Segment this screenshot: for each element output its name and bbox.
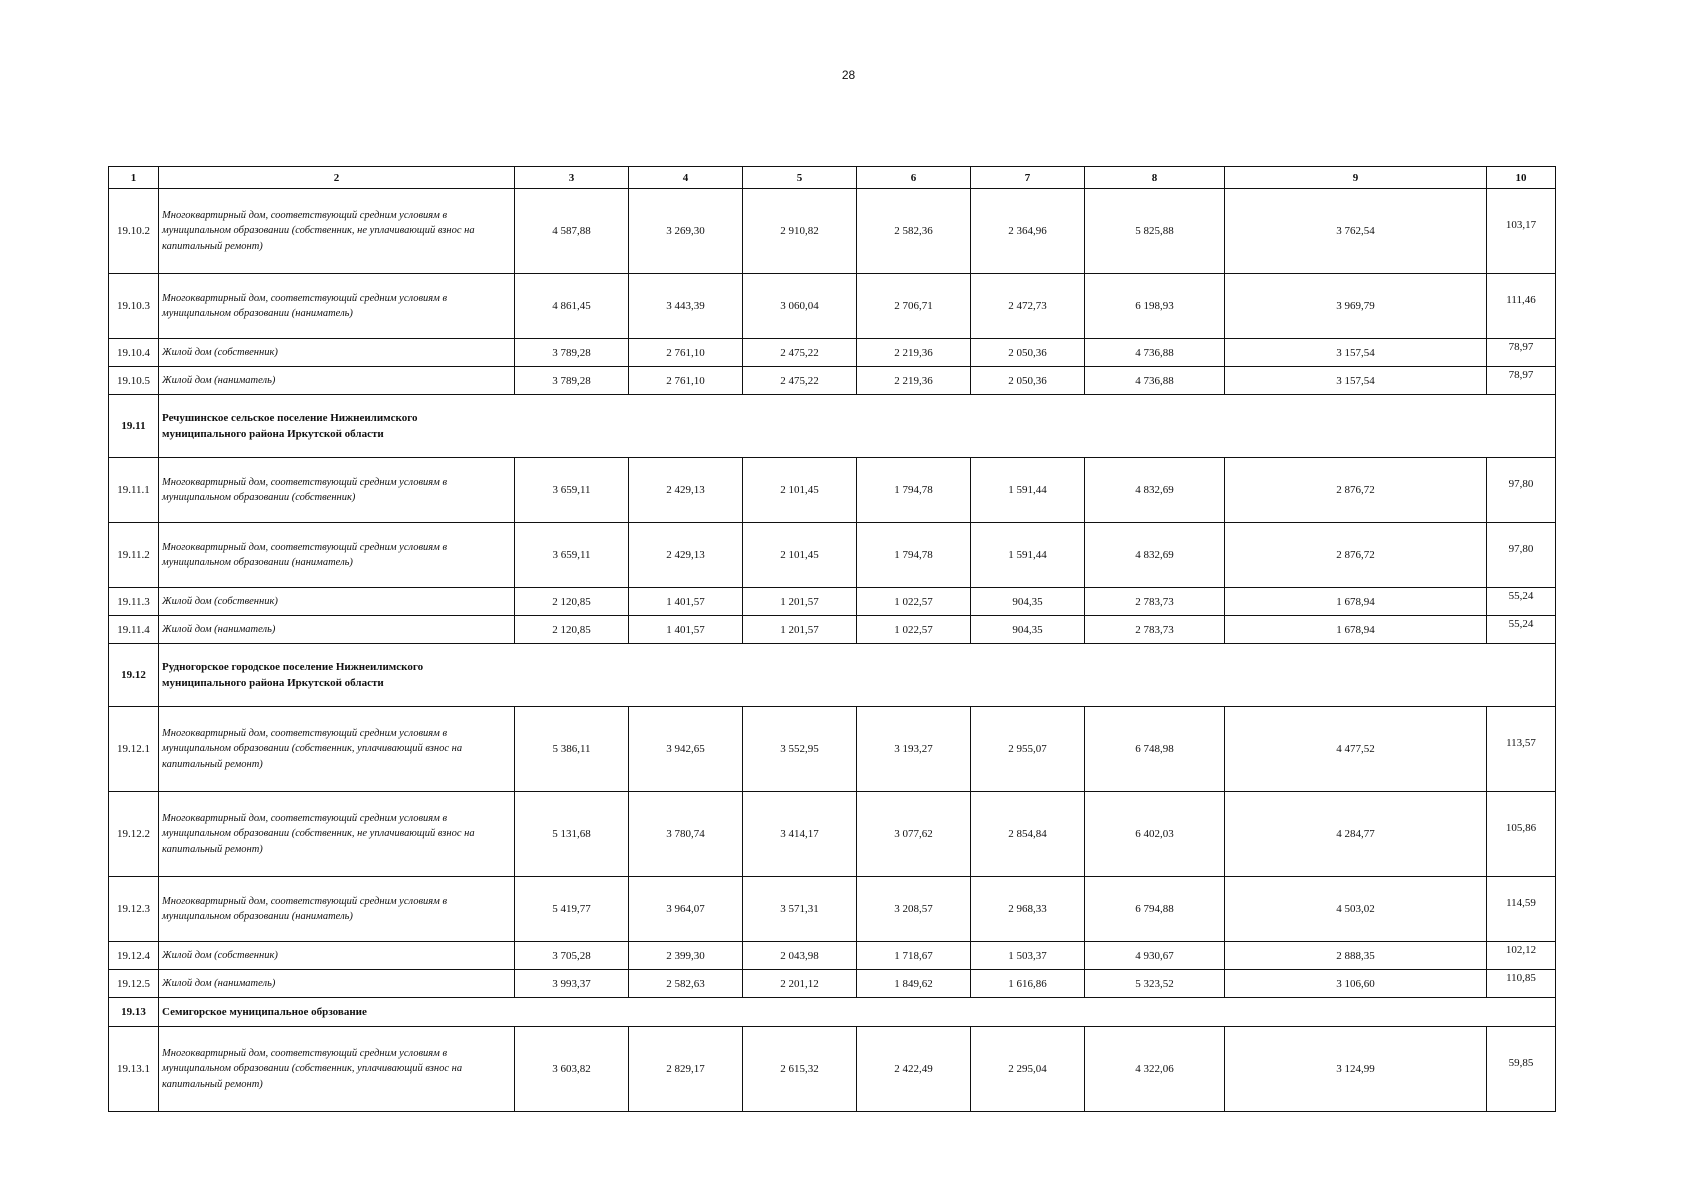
value-col-6: 2 219,36 [857, 339, 971, 367]
value-col-3: 3 789,28 [515, 367, 629, 395]
row-code: 19.12.4 [109, 942, 159, 970]
value-col-7: 2 854,84 [971, 792, 1085, 877]
value-col-9: 1 678,94 [1225, 616, 1487, 644]
value-col-8: 5 323,52 [1085, 970, 1225, 998]
value-col-10 [1487, 523, 1556, 588]
value-col-7: 1 503,37 [971, 942, 1085, 970]
value-col-10-text: 78,97 [1508, 368, 1534, 381]
value-col-10-text: 103,17 [1505, 219, 1537, 231]
value-col-3: 3 789,28 [515, 339, 629, 367]
value-col-5: 2 475,22 [743, 367, 857, 395]
value-col-3: 3 659,11 [515, 523, 629, 588]
row-description: Жилой дом (собственник) [159, 339, 515, 367]
section-title-cell [159, 644, 1556, 707]
value-col-4: 2 761,10 [629, 339, 743, 367]
header-row [109, 167, 1556, 189]
value-col-10-text: 59,85 [1508, 1057, 1534, 1069]
value-col-10 [1487, 367, 1556, 395]
section-title: Семигорское муниципальное обрзование [162, 1005, 367, 1018]
table-body [109, 189, 1556, 1112]
row-code: 19.10.3 [109, 274, 159, 339]
row-description: Многоквартирный дом, соответствующий средним условиям в муниципальном образовании (собственник, уплачивающий взнос на капитальный ремонт) [159, 707, 515, 792]
value-col-5: 2 615,32 [743, 1027, 857, 1112]
table-row [109, 523, 1556, 588]
value-col-6: 2 706,71 [857, 274, 971, 339]
value-col-10 [1487, 588, 1556, 616]
value-col-9: 4 477,52 [1225, 707, 1487, 792]
value-col-9: 3 157,54 [1225, 367, 1487, 395]
value-col-6: 3 193,27 [857, 707, 971, 792]
value-col-10 [1487, 707, 1556, 792]
value-col-10-text: 110,85 [1506, 971, 1536, 984]
value-col-10-text: 114,59 [1506, 897, 1536, 909]
row-description: Жилой дом (собственник) [159, 588, 515, 616]
value-col-10-text: 97,80 [1508, 543, 1534, 555]
section-row [109, 998, 1556, 1027]
section-code: 19.12 [109, 644, 159, 707]
value-col-6: 2 582,36 [857, 189, 971, 274]
value-col-7: 1 616,86 [971, 970, 1085, 998]
value-col-10-text: 97,80 [1508, 478, 1534, 490]
value-col-10 [1487, 458, 1556, 523]
row-description: Жилой дом (наниматель) [159, 367, 515, 395]
value-col-8: 4 736,88 [1085, 367, 1225, 395]
section-row [109, 395, 1556, 458]
value-col-4: 3 269,30 [629, 189, 743, 274]
row-description: Многоквартирный дом, соответствующий средним условиям в муниципальном образовании (наниматель) [159, 523, 515, 588]
value-col-7: 904,35 [971, 588, 1085, 616]
value-col-8: 6 748,98 [1085, 707, 1225, 792]
value-col-9: 3 157,54 [1225, 339, 1487, 367]
value-col-3: 4 861,45 [515, 274, 629, 339]
row-code: 19.12.5 [109, 970, 159, 998]
value-col-7: 2 472,73 [971, 274, 1085, 339]
value-col-4: 3 942,65 [629, 707, 743, 792]
row-code: 19.12.1 [109, 707, 159, 792]
value-col-9: 4 503,02 [1225, 877, 1487, 942]
value-col-10 [1487, 792, 1556, 877]
value-col-6: 1 849,62 [857, 970, 971, 998]
value-col-4: 3 443,39 [629, 274, 743, 339]
table-row [109, 367, 1556, 395]
section-row [109, 644, 1556, 707]
value-col-3: 5 419,77 [515, 877, 629, 942]
value-col-8: 5 825,88 [1085, 189, 1225, 274]
value-col-6: 1 794,78 [857, 523, 971, 588]
value-col-8: 6 402,03 [1085, 792, 1225, 877]
value-col-10 [1487, 1027, 1556, 1112]
value-col-7: 904,35 [971, 616, 1085, 644]
value-col-5: 1 201,57 [743, 616, 857, 644]
value-col-6: 1 022,57 [857, 588, 971, 616]
value-col-10 [1487, 274, 1556, 339]
table-row [109, 458, 1556, 523]
value-col-8: 4 322,06 [1085, 1027, 1225, 1112]
value-col-7: 1 591,44 [971, 523, 1085, 588]
table-row [109, 970, 1556, 998]
column-header-7: 7 [971, 167, 1085, 189]
value-col-5: 3 414,17 [743, 792, 857, 877]
value-col-3: 3 603,82 [515, 1027, 629, 1112]
row-description: Жилой дом (собственник) [159, 942, 515, 970]
value-col-10-text: 78,97 [1508, 340, 1534, 353]
value-col-5: 2 043,98 [743, 942, 857, 970]
section-code: 19.11 [109, 395, 159, 458]
column-header-3: 3 [515, 167, 629, 189]
row-code: 19.12.2 [109, 792, 159, 877]
value-col-10 [1487, 189, 1556, 274]
table-row [109, 616, 1556, 644]
row-code: 19.11.4 [109, 616, 159, 644]
column-header-8: 8 [1085, 167, 1225, 189]
value-col-10-text: 113,57 [1506, 737, 1536, 749]
value-col-10-text: 111,46 [1506, 294, 1536, 306]
row-description: Многоквартирный дом, соответствующий средним условиям в муниципальном образовании (собственник, не уплачивающий взнос на капитальный ремонт) [159, 792, 515, 877]
value-col-10-text: 55,24 [1508, 617, 1534, 630]
row-description: Жилой дом (наниматель) [159, 616, 515, 644]
column-header-4: 4 [629, 167, 743, 189]
column-header-1: 1 [109, 167, 159, 189]
value-col-5: 2 910,82 [743, 189, 857, 274]
row-code: 19.11.1 [109, 458, 159, 523]
value-col-7: 2 364,96 [971, 189, 1085, 274]
row-description: Многоквартирный дом, соответствующий средним условиям в муниципальном образовании (наниматель) [159, 877, 515, 942]
table-row [109, 877, 1556, 942]
value-col-8: 6 198,93 [1085, 274, 1225, 339]
value-col-3: 3 659,11 [515, 458, 629, 523]
value-col-5: 2 101,45 [743, 458, 857, 523]
row-code: 19.12.3 [109, 877, 159, 942]
table-row [109, 189, 1556, 274]
value-col-6: 1 794,78 [857, 458, 971, 523]
value-col-5: 1 201,57 [743, 588, 857, 616]
value-col-3: 5 131,68 [515, 792, 629, 877]
value-col-6: 1 022,57 [857, 616, 971, 644]
value-col-7: 1 591,44 [971, 458, 1085, 523]
value-col-7: 2 050,36 [971, 367, 1085, 395]
value-col-6: 1 718,67 [857, 942, 971, 970]
value-col-8: 6 794,88 [1085, 877, 1225, 942]
value-col-3: 5 386,11 [515, 707, 629, 792]
value-col-6: 3 077,62 [857, 792, 971, 877]
table-row [109, 588, 1556, 616]
value-col-10 [1487, 970, 1556, 998]
value-col-4: 2 761,10 [629, 367, 743, 395]
table-row [109, 339, 1556, 367]
value-col-8: 4 832,69 [1085, 523, 1225, 588]
row-description: Жилой дом (наниматель) [159, 970, 515, 998]
column-header-6: 6 [857, 167, 971, 189]
value-col-10 [1487, 339, 1556, 367]
value-col-9: 4 284,77 [1225, 792, 1487, 877]
section-title: Речушинское сельское поселение Нижнеилимского муниципального района Иркутской области [162, 411, 418, 440]
value-col-10-text: 55,24 [1508, 589, 1534, 602]
value-col-10-text: 105,86 [1505, 822, 1537, 834]
value-col-8: 4 736,88 [1085, 339, 1225, 367]
value-col-10 [1487, 616, 1556, 644]
row-code: 19.10.5 [109, 367, 159, 395]
section-title-cell [159, 998, 1556, 1027]
value-col-4: 2 429,13 [629, 523, 743, 588]
page-number: 28 [841, 68, 856, 82]
value-col-9: 3 762,54 [1225, 189, 1487, 274]
table-row [109, 1027, 1556, 1112]
row-description: Многоквартирный дом, соответствующий средним условиям в муниципальном образовании (собственник) [159, 458, 515, 523]
value-col-7: 2 050,36 [971, 339, 1085, 367]
value-col-3: 2 120,85 [515, 588, 629, 616]
section-code: 19.13 [109, 998, 159, 1027]
value-col-4: 2 429,13 [629, 458, 743, 523]
value-col-9: 3 124,99 [1225, 1027, 1487, 1112]
value-col-4: 1 401,57 [629, 588, 743, 616]
value-col-5: 2 101,45 [743, 523, 857, 588]
value-col-5: 3 571,31 [743, 877, 857, 942]
value-col-10 [1487, 942, 1556, 970]
value-col-3: 4 587,88 [515, 189, 629, 274]
row-code: 19.10.4 [109, 339, 159, 367]
value-col-4: 3 964,07 [629, 877, 743, 942]
value-col-3: 2 120,85 [515, 616, 629, 644]
value-col-6: 2 219,36 [857, 367, 971, 395]
value-col-5: 3 060,04 [743, 274, 857, 339]
row-code: 19.13.1 [109, 1027, 159, 1112]
value-col-10-text: 102,12 [1505, 943, 1537, 956]
value-col-9: 2 876,72 [1225, 458, 1487, 523]
section-title: Рудногорское городское поселение Нижнеилимского муниципального района Иркутской области [162, 660, 424, 689]
table-row [109, 274, 1556, 339]
value-col-8: 4 930,67 [1085, 942, 1225, 970]
table-row [109, 792, 1556, 877]
value-col-7: 2 955,07 [971, 707, 1085, 792]
section-title-cell [159, 395, 1556, 458]
value-col-9: 2 876,72 [1225, 523, 1487, 588]
row-code: 19.11.3 [109, 588, 159, 616]
column-header-9: 9 [1225, 167, 1487, 189]
table-row [109, 942, 1556, 970]
value-col-6: 3 208,57 [857, 877, 971, 942]
value-col-9: 3 106,60 [1225, 970, 1487, 998]
column-header-5: 5 [743, 167, 857, 189]
value-col-8: 4 832,69 [1085, 458, 1225, 523]
value-col-5: 3 552,95 [743, 707, 857, 792]
value-col-8: 2 783,73 [1085, 616, 1225, 644]
value-col-5: 2 201,12 [743, 970, 857, 998]
value-col-9: 3 969,79 [1225, 274, 1487, 339]
row-description: Многоквартирный дом, соответствующий средним условиям в муниципальном образовании (собственник, не уплачивающий взнос на капитальный ремонт) [159, 189, 515, 274]
value-col-4: 2 582,63 [629, 970, 743, 998]
value-col-8: 2 783,73 [1085, 588, 1225, 616]
value-col-9: 1 678,94 [1225, 588, 1487, 616]
tariff-table [108, 166, 1556, 1112]
value-col-5: 2 475,22 [743, 339, 857, 367]
table-row [109, 707, 1556, 792]
value-col-7: 2 295,04 [971, 1027, 1085, 1112]
value-col-7: 2 968,33 [971, 877, 1085, 942]
value-col-3: 3 993,37 [515, 970, 629, 998]
value-col-4: 3 780,74 [629, 792, 743, 877]
value-col-4: 2 399,30 [629, 942, 743, 970]
value-col-4: 1 401,57 [629, 616, 743, 644]
row-code: 19.11.2 [109, 523, 159, 588]
value-col-9: 2 888,35 [1225, 942, 1487, 970]
value-col-6: 2 422,49 [857, 1027, 971, 1112]
value-col-4: 2 829,17 [629, 1027, 743, 1112]
column-header-10: 10 [1487, 167, 1556, 189]
row-description: Многоквартирный дом, соответствующий средним условиям в муниципальном образовании (наниматель) [159, 274, 515, 339]
row-code: 19.10.2 [109, 189, 159, 274]
column-header-2: 2 [159, 167, 515, 189]
value-col-3: 3 705,28 [515, 942, 629, 970]
row-description: Многоквартирный дом, соответствующий средним условиям в муниципальном образовании (собственник, уплачивающий взнос на капитальный ремонт) [159, 1027, 515, 1112]
value-col-10 [1487, 877, 1556, 942]
